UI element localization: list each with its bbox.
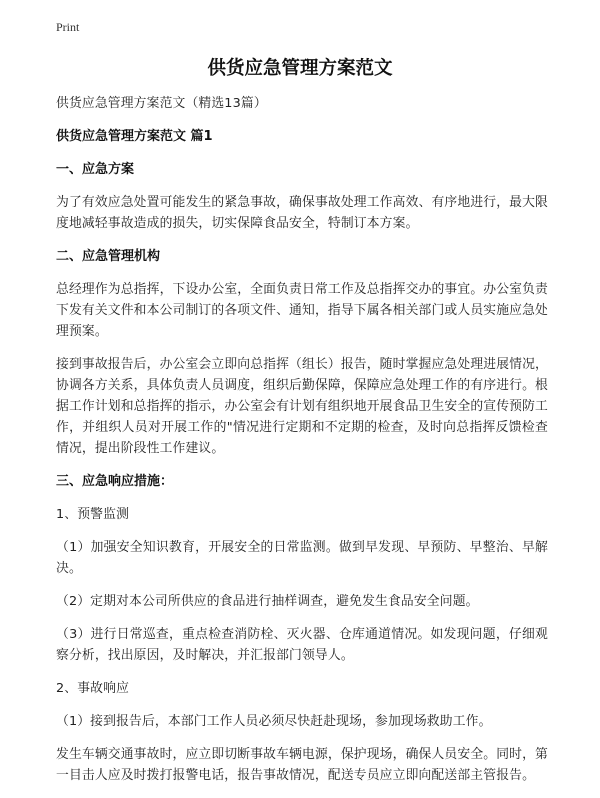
paragraph: 总经理作为总指挥，下设办公室，全面负责日常工作及总指挥交办的事宜。办公室负责下发有关文件和本公司制订的各项文件、通知，指导下属各相关部门或人员实施应急处理预案。 [56, 282, 548, 339]
paragraph: （3）进行日常巡查，重点检查消防栓、灭火器、仓库通道情况。如发现问题，仔细观察分析，找出原因，及时解决，并汇报部门领导人。 [56, 627, 548, 663]
paragraph: （1）接到报告后，本部门工作人员必须尽快赶赴现场，参加现场救助工作。 [56, 714, 492, 729]
section-heading-management-org: 二、应急管理机构 [56, 249, 161, 264]
print-link[interactable]: Print [56, 20, 80, 34]
section-heading-emergency-plan: 一、应急方案 [56, 162, 135, 177]
page-title: 供货应急管理方案范文 [207, 58, 393, 79]
subsection-heading-warning: 1、预警监测 [56, 507, 130, 522]
section-heading-response-measures: 三、应急响应措施： [56, 474, 174, 489]
part-heading: 供货应急管理方案范文 篇1 [56, 129, 213, 144]
paragraph: 发生车辆交通事故时，应立即切断事故车辆电源，保护现场，确保人员安全。同时，第一目击人应及时拨打报警电话，报告事故情况，配送专员应立即向配送部主管报告。 [56, 747, 548, 783]
paragraph: 为了有效应急处置可能发生的紧急事故，确保事故处理工作高效、有序地进行，最大限度地减轻事故造成的损失，切实保障食品安全，特制订本方案。 [56, 195, 548, 231]
paragraph: （1）加强安全知识教育，开展安全的日常监测。做到早发现、早预防、早整治、早解决。 [56, 540, 548, 576]
subsection-heading-response: 2、事故响应 [56, 681, 130, 696]
paragraph: （2）定期对本公司所供应的食品进行抽样调查，避免发生食品安全问题。 [56, 594, 479, 609]
article-subtitle: 供货应急管理方案范文（精选13篇） [56, 96, 267, 111]
article-body [56, 93, 548, 798]
paragraph: 接到事故报告后，办公室会立即向总指挥（组长）报告，随时掌握应急处理进展情况，协调各方关系，具体负责人员调度，组织后勤保障，保障应急处理工作的有序进行。根据工作计划和总指挥的指示，办公室会有计划有组织地开展食品卫生安全的宣传预防工作，并组织人员对开展工作的"情况进行定期和不定期的检查，及时向总指挥反馈检查情况，提出阶段性工作建议。 [56, 357, 548, 456]
